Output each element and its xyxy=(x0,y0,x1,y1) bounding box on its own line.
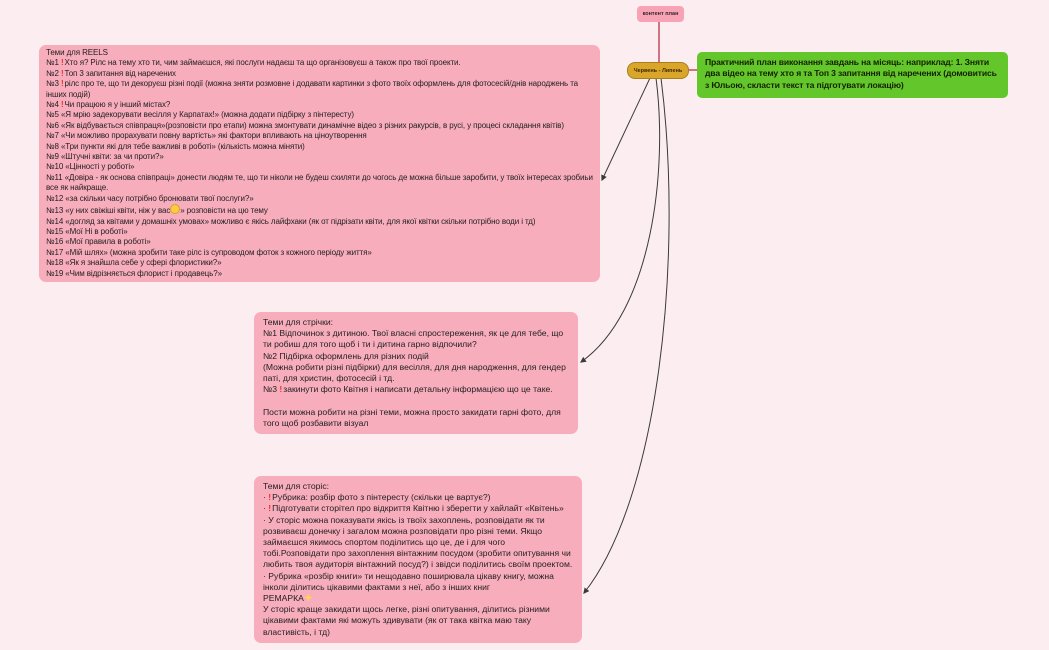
note-line: №10 «Цінності у роботі» xyxy=(46,162,135,172)
note-line: · !Рубрика: розбір фото з пінтересту (скільки це вартує?) xyxy=(263,492,491,503)
note-line: №12 «за скільки часу потрібно бронювати твої послуги?» xyxy=(46,193,254,203)
bang-icon: ! xyxy=(279,384,283,395)
note-line: №3 !закинути фото Квітня і написати детальну інформацією що це таке. xyxy=(263,384,553,395)
face-icon xyxy=(170,204,180,214)
bang-icon: ! xyxy=(60,68,64,78)
note-line: №2 Підбірка оформлень для різних подій xyxy=(263,350,429,361)
note-line: №17 «Мій шлях» (можна зробити таке рілс із супроводом фоток з кожного періоду життя» xyxy=(46,247,372,257)
note-line: №1 !Хто я? Рілс на тему хто ти, чим займаєшся, які послуги надаєш та що організовуєш а також про твої проекти. xyxy=(46,58,461,68)
note-line: №4 !Чи працюю я у інший містах? xyxy=(46,100,171,110)
bang-icon: ! xyxy=(268,503,272,514)
note-line: Теми для сторіс: xyxy=(263,481,330,491)
note-line: Пости можна робити на різні теми, можна просто закидати гарні фото, для того щоб розбавити візуал xyxy=(263,406,561,428)
bang-icon: ! xyxy=(60,79,64,89)
note-line: №16 «Мої правила в роботі» xyxy=(46,237,151,247)
note-line: №2 !Топ 3 запитання від наречених xyxy=(46,68,176,78)
note-line: · !Підготувати сторітел про відкриття Квітню і зберегти у хайлайт «Квітень» xyxy=(263,503,564,514)
note-line: РЕМАРКА xyxy=(263,593,573,604)
note-line: №7 «Чи можливо прорахувати повну вартість» які фактори впливають на ціноутворення xyxy=(46,131,367,141)
note-line: №11 «Довіра - як основа співпраці» донести людям те, що ти ніколи не будеш схиляти до чогось де можна більше заробити, у твоїх інтересах зробиьи все як найкраще. xyxy=(46,172,593,193)
note-stories-topics[interactable] xyxy=(254,476,582,643)
edge-branch-to-reels-note xyxy=(602,78,650,180)
note-line: Теми для REELS xyxy=(46,48,108,57)
note-line: №13 «у них свіжіші квіти, ніж у вас » розповісти на цю тему xyxy=(46,206,268,216)
note-line: №9 «Штучні квіти: за чи проти?» xyxy=(46,152,164,162)
note-line: №6 «Як відбувається співпраця»(розповісти про етапи) можна змонтувати динамічне відео з різних ракурсів, в русі, у процесі складання квітів) xyxy=(46,120,564,130)
note-line: №5 «Я мрію задекорувати весілля у Карпатах!» (можна додати підбірку з пінтересту) xyxy=(46,110,354,120)
note-line: №1 Відпочинок з дитиною. Твої власні спростереження, як це для тебе, що ти робиш для того щоб і ти і дитина гарно відпочили? xyxy=(263,328,564,350)
note-line: №15 «Мої Ні в роботі» xyxy=(46,226,128,236)
note-line: (Можна робити різні підбірки) для весілля, для дня народження, для гендер паті, для христин, фотосесій і тд. xyxy=(263,361,566,384)
bang-icon: ! xyxy=(268,492,272,503)
note-line: №19 «Чим відрізняється флорист і продавець?» xyxy=(46,268,222,278)
note-line xyxy=(263,395,569,406)
note-line: №3 !рілс про те, що ти декоруєш різні події (можна зняти розмовне і додавати картинки з фото твоїх оформлень для фотосесій/днів народжень та інших подій) xyxy=(46,79,579,99)
note-line: · Рубрика «розбір книги» ти нещодавно поширювала цікаву книгу, можна інколи ділитись цікавими фактами з неї, або з інших книг xyxy=(263,570,554,592)
mindmap-node-content-plan[interactable]: контент план xyxy=(637,6,684,22)
note-line: Теми для стрічки: xyxy=(263,317,334,327)
bang-icon: ! xyxy=(60,100,64,110)
mindmap-node-june-july[interactable]: Червень - Липень xyxy=(627,62,689,79)
bang-icon: ! xyxy=(60,58,64,68)
note-line: · У сторіс можна показувати якісь із твоїх захоплень, розповідати як ти розвиваєш донечку і загалом можна розповідати про різні теми. Якщо займаєшся якимось спортом поділитись що це, де і для чого тобі.Розповідати про захоплення вінтажним посудом (зробити опитування чи любить твоя аудиторія вінтажний посуд?) і звідси поділитись своїм проектом. xyxy=(263,514,573,570)
sparkle-icon xyxy=(304,593,313,602)
note-line: №8 «Три пункти які для тебе важливі в роботі» (кількість можна міняти) xyxy=(46,141,305,151)
note-monthly-plan[interactable]: Практичний план виконання завдань на місяць: наприклад: 1. Зняти два відео на тему хто я та Топ 3 запитання від наречених (домовитись з Юльою, скласти текст та підготувати локацію) xyxy=(697,52,1008,98)
note-line: У сторіс краще закидати щось легке, різні опитування, ділитись різними цікавими фактами які можуть здивувати (як от така квітка маю таку властивість, і тд) xyxy=(263,604,550,637)
note-feed-topics[interactable] xyxy=(254,312,578,434)
note-line: №18 «Як я знайшла себе у сфері флористики?» xyxy=(46,258,222,268)
note-line: №14 «догляд за квітами у домашніх умовах» можливо є якісь лайфхаки (як от підрізати квіти, для якої квітки скільки потрібно води і тд) xyxy=(46,216,536,226)
note-reels-topics[interactable] xyxy=(39,45,600,282)
